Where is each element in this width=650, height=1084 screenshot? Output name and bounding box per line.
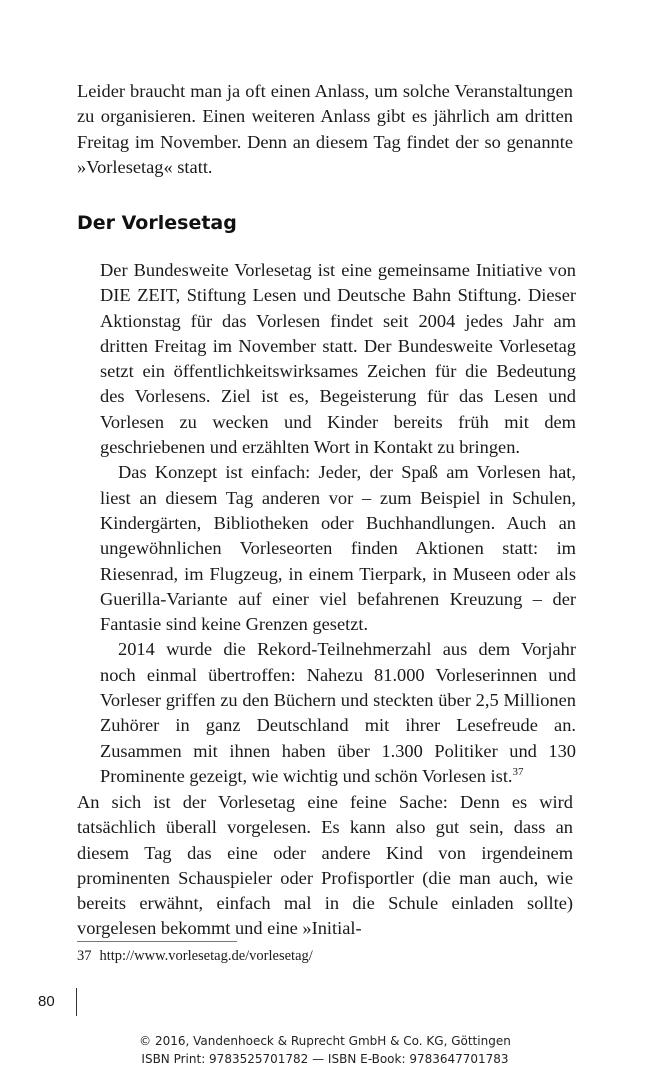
copyright-notice: [0, 1032, 650, 1068]
footnote-reference: 37: [512, 765, 524, 778]
section-heading: Der Vorlesetag: [77, 212, 237, 234]
footnote: [77, 947, 313, 965]
intro-paragraph: Leider braucht man ja oft einen Anlass, um solche Veranstaltungen zu organisieren. Einen weiteren Anlass gibt es jährlich am dritten Freitag im November. Denn an diesem Tag findet der so genannte »Vorlesetag« statt.: [77, 81, 573, 177]
page-number-bar: [76, 988, 77, 1016]
box-paragraph-3: [100, 637, 576, 789]
copyright-line: © 2016, Vandenhoeck & Ruprecht GmbH & Co. KG, Göttingen: [139, 1034, 511, 1048]
info-box: [100, 258, 576, 789]
isbn-line: ISBN Print: 9783525701782 — ISBN E-Book: 9783647701783: [141, 1052, 509, 1066]
box-paragraph-3-text: 2014 wurde die Rekord-Teilnehmerzahl aus dem Vorjahr noch einmal übertroffen: Nahezu 81.000 Vorleserinnen und Vorleser griffen zu den Büchern und steckten über 2,5 Millionen Zuhörer in ganz Deutschland mit ihrer Lesefreude an. Zusammen mit ihnen haben über 1.300 Politiker und 130 Prominente gezeigt, wie wichtig und schön Vorlesen ist.: [100, 639, 576, 786]
footnote-url: http://www.vorlesetag.de/vorlesetag/: [99, 948, 313, 964]
page-number: 80: [38, 993, 55, 1010]
closing-paragraph: An sich ist der Vorlesetag eine feine Sache: Denn es wird tatsächlich überall vorgelesen. Es kann also gut sein, dass an diesem Tag das eine oder andere Kind von irgendeinem prominenten Schauspieler oder Profisportler (die man auch, wie bereits erwähnt, einfach mal in die Schule einladen sollte) vorgelesen bekommt und eine »Initial-: [77, 792, 573, 939]
box-paragraph-2: Das Konzept ist einfach: Jeder, der Spaß am Vorlesen hat, liest an diesem Tag anderen vor – zum Beispiel in Schulen, Kindergärten, Bibliotheken oder Buchhandlungen. Auch an ungewöhnlichen Vorleseorten finden Aktionen statt: im Riesenrad, im Flugzeug, in einem Tierpark, in Museen oder als Guerilla-Variante auf einer viel befahrenen Kreuzung – der Fantasie sind keine Grenzen gesetzt.: [100, 462, 576, 635]
box-paragraph-1: Der Bundesweite Vorlesetag ist eine gemeinsame Initiative von DIE ZEIT, Stiftung Lesen und Deutsche Bahn Stiftung. Dieser Aktionstag für das Vorlesen findet seit 2004 jedes Jahr am dritten Freitag im November statt. Der Bundesweite Vorlesetag setzt ein öffentlichkeitswirksames Zeichen für die Bedeutung des Vorlesens. Ziel ist es, Begeisterung für das Lesen und Vorlesen zu wecken und Kinder bereits früh mit dem geschriebenen und erzählten Wort in Kontakt zu bringen.: [100, 260, 576, 458]
footnote-number: 37: [77, 948, 92, 964]
footnote-divider: [77, 941, 237, 942]
